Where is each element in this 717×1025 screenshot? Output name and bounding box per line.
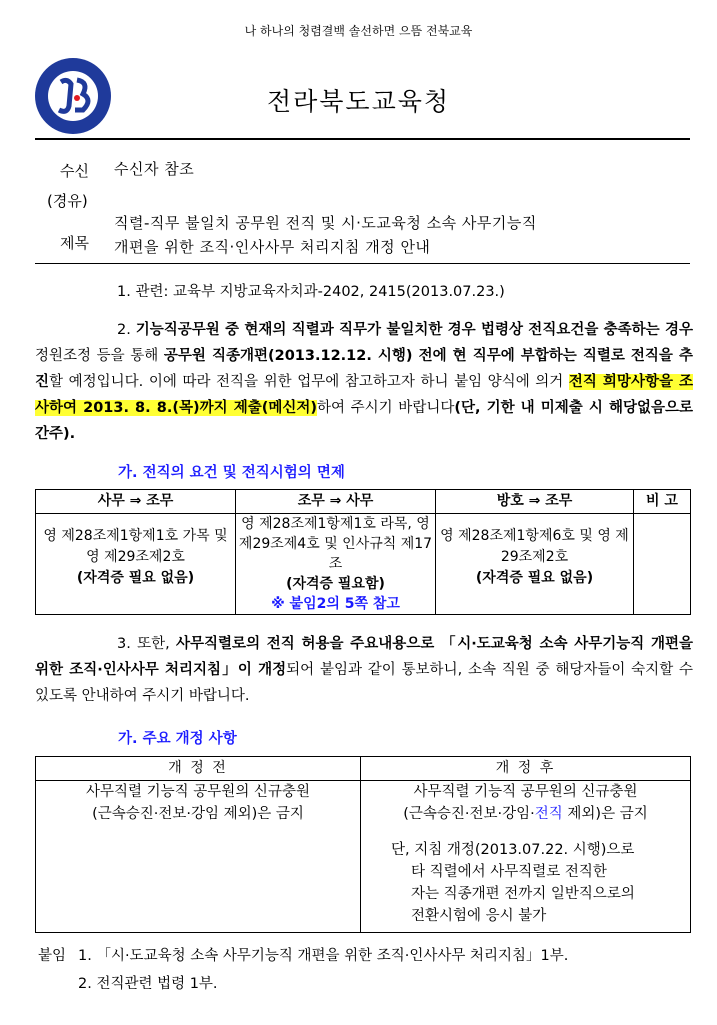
attachment-item-2: 2. 전직관련 법령 1부.: [78, 976, 218, 992]
subject-line-2: 개편을 위한 조직·인사사무 처리지침 개정 안내: [114, 238, 431, 256]
recipient-label: 수신: [60, 162, 89, 180]
table-header: 개 정 전: [36, 757, 361, 781]
section-heading-requirements: 가. 전직의 요건 및 전직시험의 면제: [118, 465, 345, 481]
subject-label: 제목: [60, 234, 89, 252]
section-heading-revisions: 가. 주요 개정 사항: [118, 731, 237, 747]
attachment-label: 붙임: [38, 948, 67, 964]
table-cell: 영 제28조제1항제1호 라목, 영 제29조제4호 및 인사규칙 제17조 (자격증 필요함) ※ 붙임2의 5쪽 참고: [236, 514, 436, 615]
transfer-requirements-table: [35, 489, 691, 615]
table-cell: 사무직렬 기능직 공무원의 신규충원 (근속승진·전보·강임·전직 제외)은 금지 단, 지침 개정(2013.07.22. 시행)으로 타 직렬에서 사무직렬로 전직한 자는 직종개편 전까지 일반직으로의 전환시험에 응시 불가: [361, 781, 691, 933]
agency-name: 전라북도교육청: [266, 87, 451, 116]
table-header: 사무 ⇒ 조무: [36, 490, 236, 514]
recipient-value: 수신자 참조: [114, 160, 195, 178]
agency-motto: 나 하나의 청렴결백 솔선하면 으뜸 전북교육: [244, 24, 473, 38]
table-header: 방호 ⇒ 조무: [436, 490, 634, 514]
paragraph-3: 3. 또한, 사무직렬로의 전직 허용을 주요내용으로 「시·도교육청 소속 사무기능직 개편을 위한 조직·인사사무 처리지침」이 개정되어 붙임과 같이 통보하니, 소속 직원 중 해당자들이 숙지할 수 있도록 안내하여 주시기 바랍니다.: [35, 636, 693, 704]
table-cell: 영 제28조제1항제1호 가목 및 영 제29조제2호 (자격증 필요 없음): [36, 514, 236, 615]
table-cell: 사무직렬 기능직 공무원의 신규충원 (근속승진·전보·강임 제외)은 금지: [36, 781, 361, 933]
deadline-highlight: 전직 희망사항을 조사하여 2013. 8. 8.(목)까지 제출(메신저): [35, 374, 693, 416]
reference-paragraph: 1. 관련: 교육부 지방교육자치과-2402, 2415(2013.07.23.): [117, 284, 505, 300]
via-label: (경유): [47, 192, 88, 210]
attachment-item-1: 1. 「시·도교육청 소속 사무기능직 개편을 위한 조직·인사사무 처리지침」1부.: [78, 948, 569, 964]
revision-comparison-table: [35, 756, 691, 933]
table-header: 개 정 후: [361, 757, 691, 781]
table-cell: 영 제28조제1항제6호 및 영 제29조제2호 (자격증 필요 없음): [436, 514, 634, 615]
table-cell: [634, 514, 691, 615]
paragraph-2: 2. 기능직공무원 중 현재의 직렬과 직무가 불일치한 경우 법령상 전직요건을 충족하는 경우 정원조정 등을 통해 공무원 직종개편(2013.12.12. 시행) 전에 현 직무에 부합하는 직렬로 전직을 추진할 예정입니다. 이에 따라 전직을 위한 업무에 참고하고자 하니 붙임 양식에 의거 전직 희망사항을 조사하여 2013. 8. 8.(목)까지 제출(메신저)하여 주시기 바랍니다(단, 기한 내 미제출 시 해당없음으로 간주).: [35, 322, 693, 442]
subject-line-1: 직렬-직무 불일치 공무원 전직 및 시·도교육청 소속 사무기능직: [114, 214, 537, 232]
table-header: 조무 ⇒ 사무: [236, 490, 436, 514]
header-divider: [35, 138, 690, 140]
subject-divider: [35, 263, 690, 264]
table-header: 비 고: [634, 490, 691, 514]
